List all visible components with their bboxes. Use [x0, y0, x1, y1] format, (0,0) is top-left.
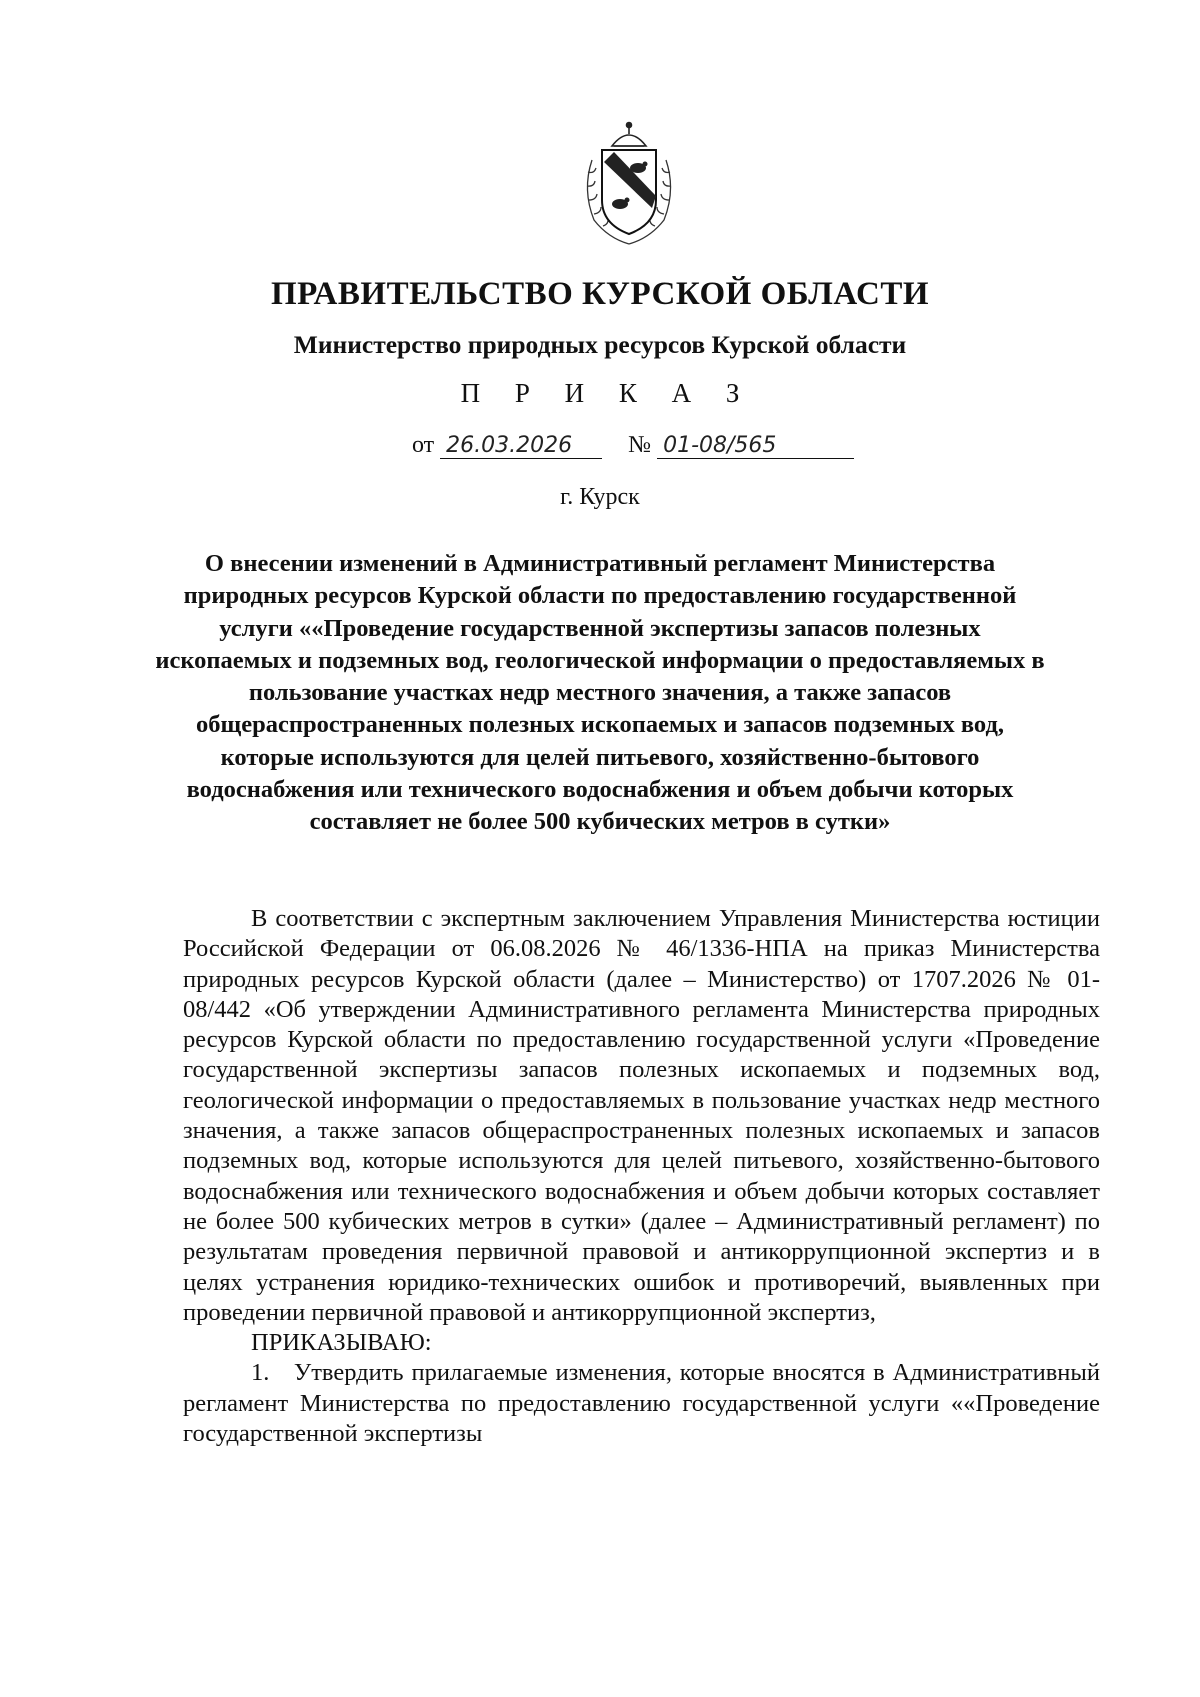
date-prefix: от — [412, 432, 435, 458]
document-type-heading: П Р И К А З — [460, 378, 754, 408]
order-number-handwritten: 01-08/565 — [657, 433, 854, 459]
city-line: г. Курск — [560, 484, 640, 510]
kursk-coat-of-arms-icon — [578, 120, 680, 248]
number-prefix: № — [628, 432, 652, 458]
item-1-paragraph: 1. Утвердить прилагаемые изменения, которые вносятся в Административный регламент Министерства по предоставлению государственной услуги ««Проведение государственной экспертизы — [183, 1359, 1100, 1448]
document-body — [183, 904, 1100, 1449]
order-date-handwritten: 26.03.2026 — [440, 433, 602, 459]
government-heading: ПРАВИТЕЛЬСТВО КУРСКОЙ ОБЛАСТИ — [270, 276, 930, 312]
document-title: О внесении изменений в Административный регламент Министерства природных ресурсов Курской области по предоставлению государственной услуги ««Проведение государственной экспертизы запасов полезных ископаемых и подземных вод, геологической информации о предоставляемых в пользование участках недр местного значения, а также запасов общераспространенных полезных ископаемых и запасов подземных вод, которые используются для целей питьевого, хозяйственно-бытового водоснабжения или технического водоснабжения и объем добычи которых составляет не более 500 кубических метров в сутки» — [155, 550, 1045, 836]
order-date-number-line — [412, 432, 854, 459]
order-word: ПРИКАЗЫВАЮ: — [251, 1329, 432, 1357]
preamble-paragraph: В соответствии с экспертным заключением Управления Министерства юстиции Российской Федерации от 06.08.2026 № 46/1336-НПА на приказ Министерства природных ресурсов Курской области (далее – Министерство) от 1707.2026 № 01-08/442 «Об утверждении Административного регламента Министерства природных ресурсов Курской области по предоставлению государственной услуги «Проведение государственной экспертизы запасов полезных ископаемых и подземных вод, геологической информации о предоставляемых в пользование участках недр местного значения, а также запасов общераспространенных полезных ископаемых и запасов подземных вод, которые используются для целей питьевого, хозяйственно-бытового водоснабжения или технического водоснабжения и объем добычи которых составляет не более 500 кубических метров в сутки» (далее – Административный регламент) по результатам проведения первичной правовой и антикоррупционной экспертиз и в целях устранения юридико-технических ошибок и противоречий, выявленных при проведении первичной правовой и антикоррупционной экспертиз, — [183, 905, 1100, 1326]
ministry-heading: Министерство природных ресурсов Курской области — [293, 330, 907, 359]
